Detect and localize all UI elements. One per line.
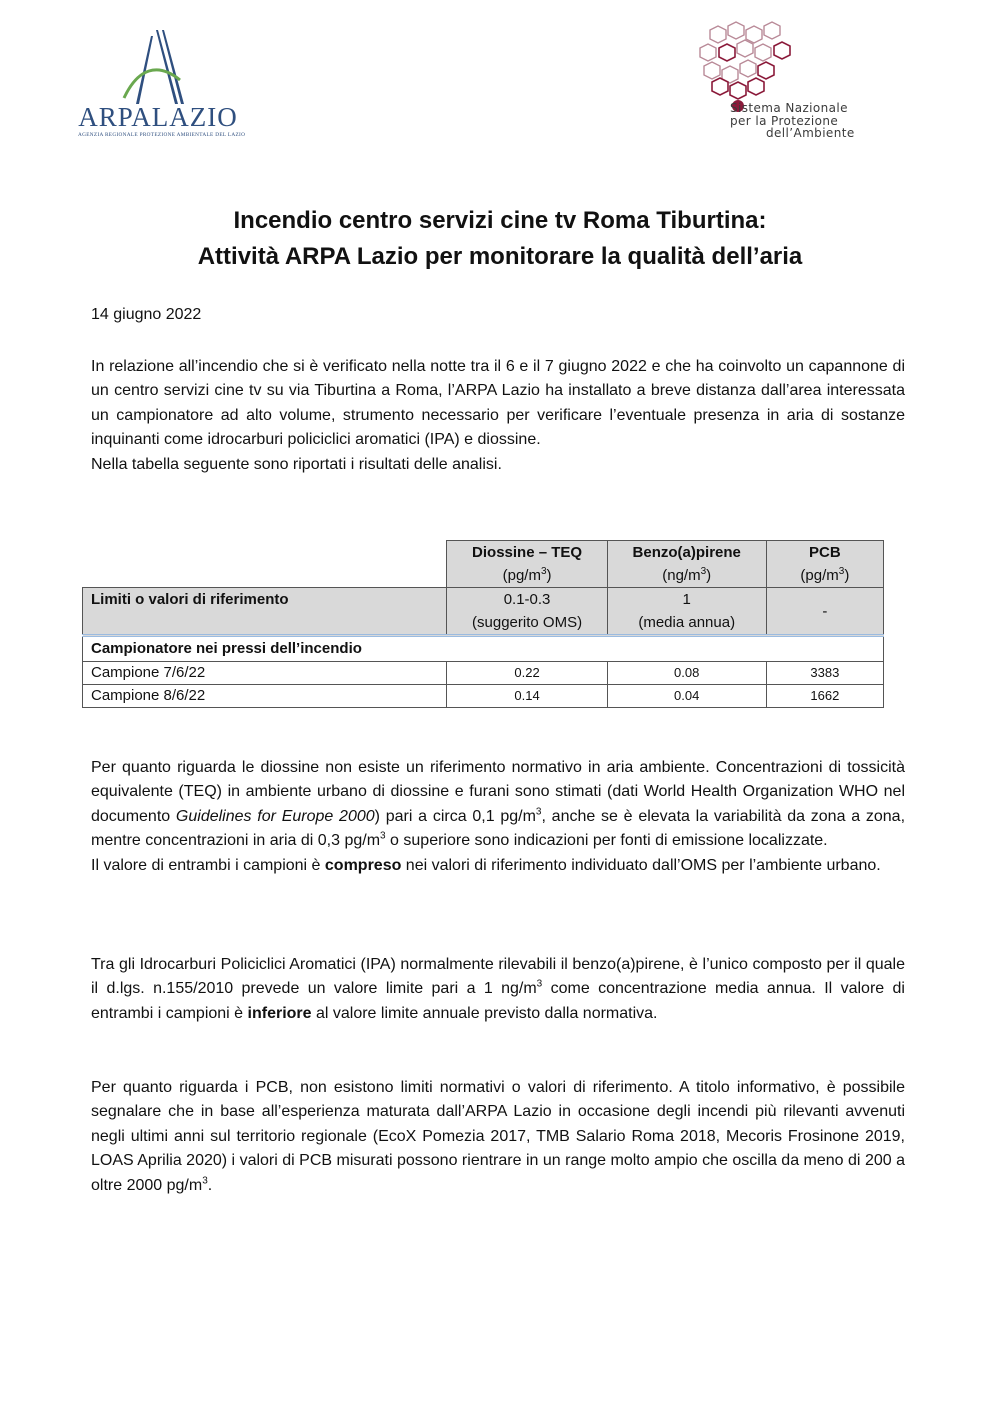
header-pcb-name: PCB (809, 544, 841, 561)
text-run: nei valori di riferimento individuato dall’OMS per l’ambiente urbano. (401, 856, 881, 874)
superscript: 3 (536, 979, 543, 991)
row-bap: 0.04 (607, 685, 766, 708)
snpa-logo-text (730, 102, 900, 140)
who-document-title: Guidelines for Europe 2000 (175, 807, 375, 825)
header-dioxin-unit (455, 564, 598, 587)
text-run: . (207, 1176, 213, 1194)
header-bap-name: Benzo(a)pirene (632, 544, 741, 561)
superscript: 3 (535, 806, 542, 818)
text-run: Tra gli Idrocarburi Policiclici Aromatici (IPA) normalmente rilevabili il benzo(a)pirene, è l’unico composto per il quale il d.lgs. n.155/2010 prevede un valore limite pari a 1 ng/m (91, 956, 905, 998)
row-pcb: 1662 (766, 685, 883, 708)
row-dioxin: 0.14 (447, 685, 607, 708)
header-pcb (766, 541, 883, 588)
snpa-logo (690, 20, 900, 150)
text-run: ) pari a circa 0,1 pg/m (374, 807, 536, 825)
bold-term: inferiore (247, 1004, 312, 1022)
table-row (83, 662, 884, 685)
pcb-paragraph (91, 1076, 905, 1198)
arpa-logo-name: ARPALAZIO (78, 102, 238, 132)
unit-pre: (pg/m (502, 567, 541, 584)
unit-pre: (pg/m (800, 567, 839, 584)
limits-row (83, 588, 884, 636)
text-run: , anche se è elevata la variabilità da zona a zona, mentre concentrazioni in aria di 0,3 pg/m (91, 807, 906, 850)
header-bap-unit (616, 564, 758, 587)
header-pcb-unit (775, 564, 875, 587)
page-title (60, 203, 940, 275)
intro-section (91, 355, 905, 477)
ipa-paragraph (91, 953, 905, 1026)
text-run: o superiore sono indicazioni per fonti di emissione localizzate. (385, 832, 828, 850)
limits-label: Limiti o valori di riferimento (83, 588, 447, 636)
limit-bap-note: (media annua) (638, 614, 736, 631)
snpa-line-1: Sistema Nazionale (730, 101, 848, 115)
unit-sup: 3 (838, 566, 845, 577)
header-bap (607, 541, 766, 588)
document-date: 14 giugno 2022 (91, 306, 202, 323)
arpa-mountain-icon (118, 28, 198, 106)
snpa-line-3: dell’Ambiente (766, 126, 855, 140)
ipa-section (91, 953, 905, 1026)
arpa-lazio-logo (78, 28, 246, 143)
limit-dioxin (447, 588, 607, 636)
unit-sup: 3 (700, 566, 707, 577)
row-dioxin: 0.22 (447, 662, 607, 685)
results-table (82, 540, 884, 708)
intro-paragraph: In relazione all’incendio che si è verificato nella notte tra il 6 e il 7 giugno 2022 e che ha coinvolto un capannone di un centro servizi cine tv su via Tiburtina a Roma, l’ARPA Lazio ha installato a breve distanza dall’area interessata un campionatore ad alto volume, strumento necessario per verificare l’eventuale presenza in aria di sostanze inquinanti come idrocarburi policiclici aromatici (IPA) e diossine. (91, 358, 905, 449)
limit-bap (607, 588, 766, 636)
superscript: 3 (380, 830, 386, 842)
row-bap: 0.08 (607, 662, 766, 685)
text-run: Per quanto riguarda le diossine non esiste un riferimento normativo in aria ambiente. Concentrazioni di tossicità equivalente (TEQ) in ambiente urbano di diossine e furani sono stimati (dati World Health Organization WHO nel documento (91, 759, 905, 825)
pcb-section (91, 1076, 905, 1198)
header-dioxin (447, 541, 607, 588)
unit-post: ) (546, 567, 552, 584)
row-label: Campione 8/6/22 (83, 685, 447, 708)
arpa-logo-subtitle: AGENZIA REGIONALE PROTEZIONE AMBIENTALE DEL LAZIO (78, 132, 246, 138)
table-header-blank (83, 541, 447, 588)
text-run: Il valore di entrambi i campioni è (91, 856, 325, 874)
title-line-2: Attività ARPA Lazio per monitorare la qualità dell’aria (197, 243, 803, 270)
unit-sup: 3 (540, 566, 547, 577)
text-run: come concentrazione media annua. Il valore di entrambi i campioni è (91, 980, 905, 1022)
superscript: 3 (202, 1175, 208, 1187)
section-label: Campionatore nei pressi dell’incendio (83, 636, 884, 662)
row-label: Campione 7/6/22 (83, 662, 447, 685)
table-row (83, 685, 884, 708)
unit-post: ) (844, 567, 850, 584)
dioxins-section (91, 756, 905, 878)
unit-post: ) (706, 567, 712, 584)
row-pcb: 3383 (766, 662, 883, 685)
header-dioxin-name: Diossine – TEQ (472, 544, 583, 561)
dioxins-paragraph-1 (91, 756, 905, 854)
table-header-row (83, 541, 884, 588)
snpa-line-2: per la Protezione (730, 113, 839, 128)
limit-pcb: - (766, 588, 883, 636)
title-line-1: Incendio centro servizi cine tv Roma Tiburtina: (233, 207, 767, 234)
limit-bap-value: 1 (682, 591, 691, 608)
dioxins-paragraph-2 (91, 854, 905, 878)
text-run: Per quanto riguarda i PCB, non esistono limiti normativi o valori di riferimento. A titolo informativo, è possibile segnalare che in base all’esperienza maturata dall’ARPA Lazio in occasione degli incendi più rilevanti avvenuti negli ultimi anni sul territorio regionale (EcoX Pomezia 2017, TMB Salario Roma 2018, Mecoris Frosinone 2019, LOAS Aprilia 2020) i valori di PCB misurati possono rientrare in un range molto ampio che oscilla da meno di 200 a oltre 2000 pg/m (91, 1079, 905, 1194)
intro-table-lead: Nella tabella seguente sono riportati i risultati delle analisi. (91, 455, 502, 473)
unit-pre: (ng/m (662, 567, 701, 584)
limit-dioxin-note: (suggerito OMS) (472, 614, 583, 631)
text-run: al valore limite annuale previsto dalla normativa. (311, 1004, 658, 1022)
bold-term: compreso (324, 856, 402, 874)
section-row (83, 636, 884, 662)
limit-dioxin-value: 0.1-0.3 (503, 591, 551, 608)
